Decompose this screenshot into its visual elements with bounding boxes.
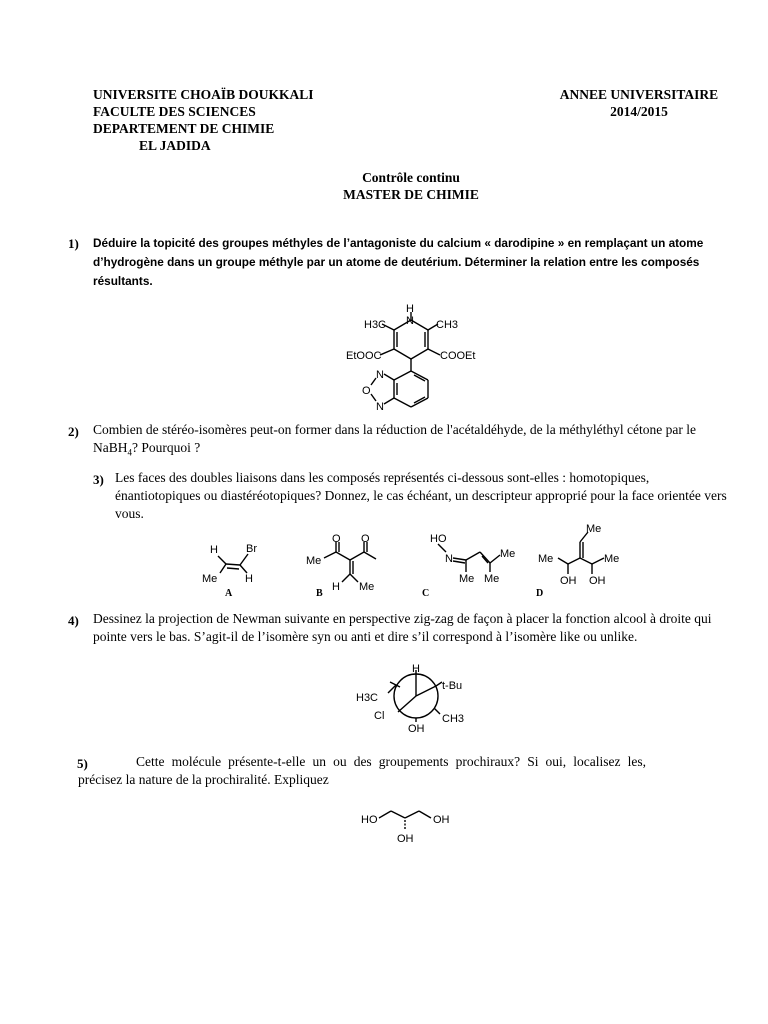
compound-c-ho: HO — [430, 533, 447, 545]
glycerol-structure — [355, 806, 475, 850]
compound-a-structure — [196, 540, 276, 598]
compound-a-label: A — [225, 588, 233, 599]
compound-c-n: N — [445, 553, 453, 565]
compound-a-br: Br — [246, 543, 257, 555]
header-left-line-1: UNIVERSITE CHOAÏB DOUKKALI — [93, 87, 314, 102]
newman-tbu: t-Bu — [442, 680, 463, 692]
header-left-line-3: DEPARTEMENT DE CHIMIE — [93, 121, 275, 136]
newman-oh: OH — [408, 723, 425, 735]
compound-b-h: H — [332, 581, 340, 593]
question-2-number: 2) — [68, 424, 79, 439]
darodipine-nh-h: H — [406, 303, 414, 315]
compound-d-me-left: Me — [538, 553, 554, 565]
darodipine-oxadiazole-n1: N — [376, 369, 384, 381]
question-2-text-end: ? Pourquoi ? — [132, 440, 201, 455]
darodipine-ester-left: EtOOC — [346, 350, 382, 362]
compound-d-oh-2: OH — [589, 575, 606, 587]
compound-d-oh-1: OH — [560, 575, 577, 587]
darodipine-ring-n: N — [406, 315, 414, 327]
academic-year-header — [548, 86, 730, 120]
question-2-subscript: 4 — [127, 447, 132, 458]
compound-c-me-left: Me — [459, 573, 475, 585]
glycerol-oh-right: OH — [433, 814, 450, 826]
darodipine-ch3: CH3 — [436, 319, 459, 331]
question-4-number: 4) — [68, 613, 79, 628]
compound-d-structure — [534, 518, 634, 598]
institution-header — [93, 86, 314, 154]
darodipine-ester-right: COOEt — [440, 350, 476, 362]
question-1-text: Déduire la topicité des groupes méthyles de l’antagoniste du calcium « darodipine » en remplaçant un atome d’hydrogène dans un groupe méthyle par un atome de deutérium. Déterminer la relation entre les composés résultants. — [93, 236, 704, 288]
newman-ch3: CH3 — [442, 713, 465, 725]
compound-b-o2: O — [361, 533, 370, 545]
darodipine-oxadiazole-n2: N — [376, 401, 384, 413]
header-left-line-2: FACULTE DES SCIENCES — [93, 104, 256, 119]
newman-h: H — [412, 663, 420, 675]
compound-c-structure — [422, 530, 526, 599]
compound-b-o1: O — [332, 533, 341, 545]
question-4-text: Dessinez la projection de Newman suivante en perspective zig-zag de façon à placer la fonction alcool à droite qui pointe vers le bas. S’agit-il de l’isomère syn ou anti et dire s’il correspond à l’isomère like ou unlike. — [93, 611, 712, 644]
darodipine-oxadiazole-o: O — [362, 385, 371, 397]
compound-c-label: C — [422, 588, 430, 599]
exam-subtitle: MASTER DE CHIMIE — [343, 187, 479, 202]
glycerol-ho-left: HO — [361, 814, 378, 826]
exam-title: Contrôle continu — [362, 170, 460, 185]
compound-b-me-left: Me — [306, 555, 322, 567]
header-left-line-4: EL JADIDA — [139, 138, 211, 153]
compound-a-me: Me — [202, 573, 218, 585]
question-2-text — [93, 421, 705, 462]
question-3-text: Les faces des doubles liaisons dans les composés représentés ci-dessous sont-elles : homotopiques, énantiotopiques ou diastéréotopiques? Donnez, le cas échéant, un descripteur approprié pour la face orientée vers vous. — [115, 470, 727, 521]
question-5-number: 5) — [77, 756, 88, 771]
darodipine-structure — [340, 298, 490, 413]
newman-projection — [350, 660, 480, 740]
compound-b-me-bottom: Me — [359, 581, 375, 593]
question-2-text-main: Combien de stéréo-isomères peut-on former dans la réduction de l'acétaldéhyde, de la méthyléthyl cétone par le NaBH — [93, 422, 696, 455]
newman-h3c: H3C — [356, 692, 379, 704]
compound-c-me-mid: Me — [484, 573, 500, 585]
compound-c-me-right: Me — [500, 548, 516, 560]
header-right-line-1: ANNEE UNIVERSITAIRE — [559, 87, 719, 102]
question-1-number: 1) — [68, 236, 79, 251]
question-3-number: 3) — [93, 472, 104, 487]
compound-d-me-top: Me — [586, 523, 602, 535]
compound-d-label: D — [536, 588, 544, 599]
compound-d-me-right: Me — [604, 553, 620, 565]
compound-a-h-bottom: H — [245, 573, 253, 585]
question-5-text: Cette molécule présente-t-elle un ou des groupements prochiraux? Si oui, localisez les, précisez la nature de la prochiralité. Expliquez — [78, 754, 646, 787]
glycerol-oh-bottom: OH — [397, 833, 414, 845]
compound-b-structure — [304, 532, 394, 598]
darodipine-h3c: H3C — [364, 319, 387, 331]
compound-a-h-top: H — [210, 544, 218, 556]
newman-cl: Cl — [374, 710, 385, 722]
header-right-line-2: 2014/2015 — [610, 104, 668, 119]
compound-b-label: B — [316, 588, 323, 599]
